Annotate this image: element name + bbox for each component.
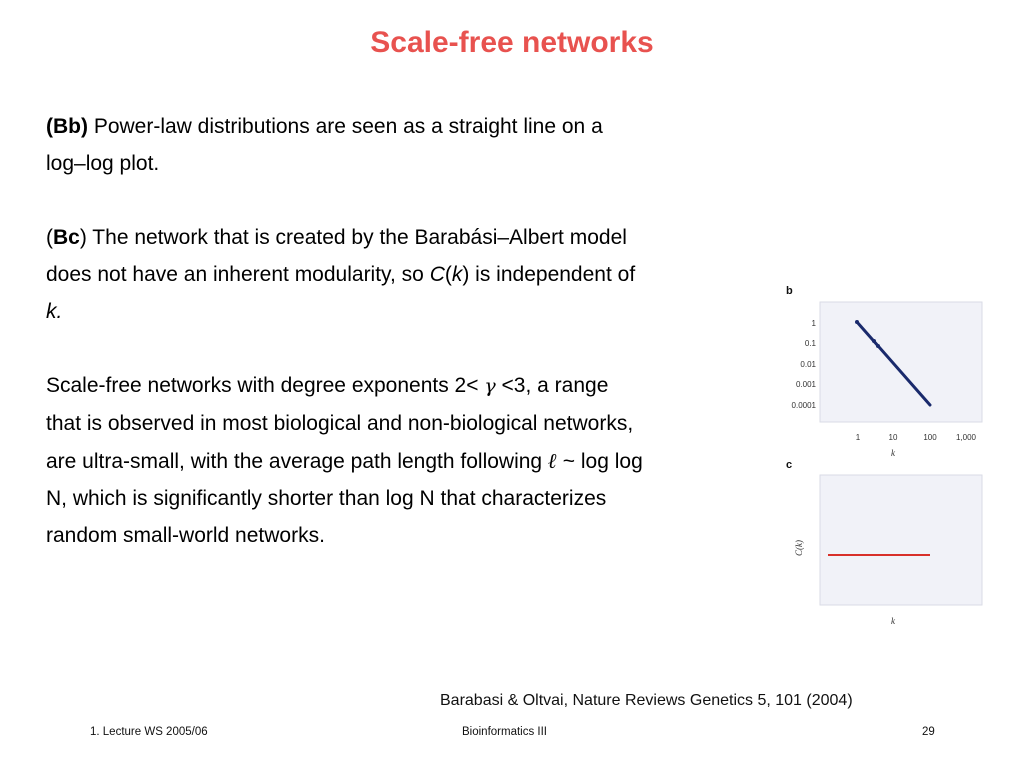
paragraph-bc <box>46 219 646 330</box>
text-sf-3: ~ log log N, which is significantly shorter than log N that characterizes random small-world networks. <box>46 450 643 547</box>
footer-course: Bioinformatics III <box>462 726 547 738</box>
panel-b-plot-area <box>820 302 982 422</box>
b-data-point <box>855 320 859 324</box>
b-data-point <box>872 339 876 343</box>
paragraph-scale-free <box>46 367 646 554</box>
label-bc: Bc <box>53 226 80 249</box>
b-data-point <box>876 344 880 348</box>
c-y-axis-label: C(k) <box>794 540 804 556</box>
figure-image <box>778 272 988 642</box>
b-x-tick-1: 1 <box>855 433 861 442</box>
symbol-c: C <box>429 263 445 286</box>
b-y-tick-4: 0.001 <box>795 380 816 389</box>
paren-open: ( <box>46 226 53 249</box>
text-bc-1: ) The network that is created by the Barabási–Albert model does not have an inherent modularity, so <box>46 226 627 286</box>
text-bb: Power-law distributions are seen as a straight line on a log–log plot. <box>46 115 603 175</box>
label-bb: (Bb) <box>46 115 88 138</box>
text-bc-2: ) is independent of <box>462 263 636 286</box>
symbol-k-2: k. <box>46 300 63 323</box>
body-text <box>46 108 646 554</box>
paragraph-bb <box>46 108 646 182</box>
figure-svg <box>778 272 988 642</box>
panel-c-plot-area <box>820 475 982 605</box>
b-x-tick-4: 1,000 <box>955 433 977 442</box>
b-x-tick-2: 10 <box>888 433 898 442</box>
c-x-axis-label: k <box>891 616 895 626</box>
symbol-ell: ℓ <box>547 448 557 473</box>
panel-b-label: b <box>786 285 793 297</box>
symbol-k-1: k <box>451 263 463 286</box>
b-y-tick-1: 1 <box>811 319 816 328</box>
page-number: 29 <box>922 726 935 738</box>
b-y-tick-3: 0.01 <box>800 360 816 369</box>
b-y-tick-2: 0.1 <box>804 339 816 348</box>
b-x-axis-label: k <box>891 448 895 458</box>
footer-lecture: 1. Lecture WS 2005/06 <box>90 726 208 738</box>
text-sf-2: <3, a range that is observed in most biological and non-biological networks, are ultra-small, with the average path length following <box>46 374 634 473</box>
text-sf-1: Scale-free networks with degree exponents 2< <box>46 374 485 397</box>
slide-title: Scale-free networks <box>370 26 654 59</box>
citation: Barabasi & Oltvai, Nature Reviews Genetics 5, 101 (2004) <box>440 692 853 709</box>
b-x-tick-3: 100 <box>923 433 937 442</box>
paren-open-k: ( <box>444 263 452 286</box>
symbol-gamma: γ <box>484 375 496 397</box>
panel-c-label: c <box>786 459 793 471</box>
b-y-tick-5: 0.0001 <box>791 401 816 410</box>
